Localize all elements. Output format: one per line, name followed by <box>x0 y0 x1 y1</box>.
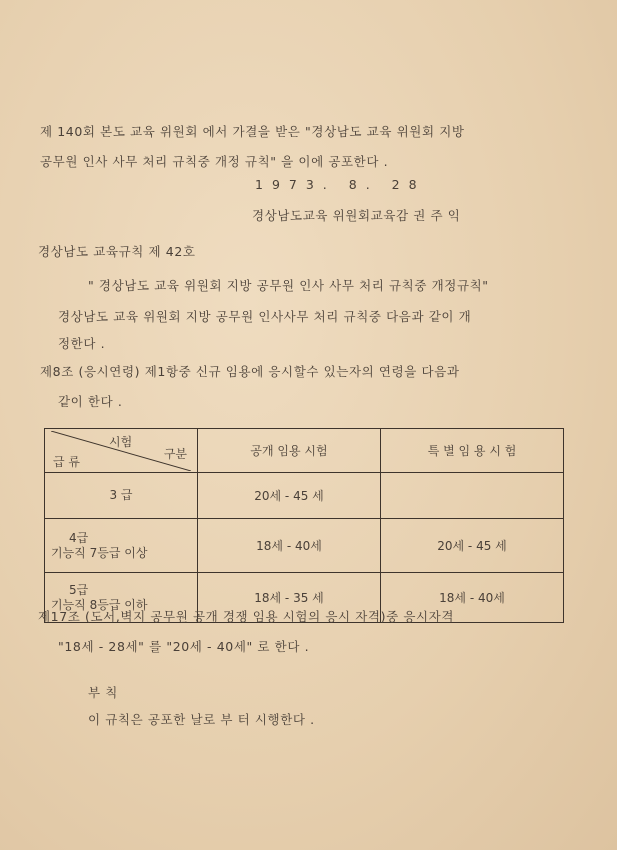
open-exam-age: 20세 - 45 세 <box>198 473 381 519</box>
article-8-line-1: 제8조 (응시연령) 제1항중 신규 임용에 응시할수 있는자의 연령을 다음과 <box>40 364 460 379</box>
body-line-2: 정한다 . <box>58 336 106 351</box>
special-exam-age <box>381 473 564 519</box>
corner-label-exam: 시험 <box>109 434 133 449</box>
intro-line-1: 제 140회 본도 교육 위원회 에서 가결을 받은 "경상남도 교육 위원회 지방 <box>40 124 465 139</box>
table-header-row <box>45 429 564 473</box>
signature-line: 경상남도교육 위원회교육감 권 주 익 <box>252 208 461 223</box>
promulgation-date: 1973. 8. 28 <box>255 177 426 192</box>
open-exam-age: 18세 - 35 세 <box>198 573 381 623</box>
grade-cell: 3 급 <box>45 473 198 519</box>
table-row <box>45 473 564 519</box>
article-8-line-2: 같이 한다 . <box>58 394 123 409</box>
supplementary-title: 부 칙 <box>88 685 118 700</box>
rule-number: 경상남도 교육규칙 제 42호 <box>38 244 196 259</box>
table-row <box>45 519 564 573</box>
intro-line-2: 공무원 인사 사무 처리 규칙중 개정 규칙" 을 이에 공포한다 . <box>40 154 389 169</box>
header-open-exam: 공개 임용 시험 <box>198 429 381 473</box>
corner-label-category: 구분 <box>163 446 187 461</box>
grade-cell: 5급 기능직 8등급 이하 <box>45 573 198 623</box>
corner-label-grade: 급 류 <box>53 454 80 469</box>
table-corner-cell <box>45 429 198 473</box>
special-exam-age: 18세 - 40세 <box>381 573 564 623</box>
article-17-line-2: "18세 - 28세" 를 "20세 - 40세" 로 한다 . <box>58 639 310 654</box>
age-limit-table <box>44 428 564 623</box>
open-exam-age: 18세 - 40세 <box>198 519 381 573</box>
article-17-line-1: 제17조 (도서,벽지 공무원 공개 경쟁 임용 시험의 응시 자격)중 응시자격 <box>38 609 455 624</box>
special-exam-age: 20세 - 45 세 <box>381 519 564 573</box>
header-special-exam: 특 별 임 용 시 험 <box>381 429 564 473</box>
supplementary-text: 이 규칙은 공포한 날로 부 터 시행한다 . <box>88 712 315 727</box>
body-line-1: 경상남도 교육 위원회 지방 공무원 인사사무 처리 규칙중 다음과 같이 개 <box>58 309 472 324</box>
grade-cell: 4급 기능직 7등급 이상 <box>45 519 198 573</box>
rule-title: " 경상남도 교육 위원회 지방 공무원 인사 사무 처리 규칙중 개정규칙" <box>88 278 489 293</box>
